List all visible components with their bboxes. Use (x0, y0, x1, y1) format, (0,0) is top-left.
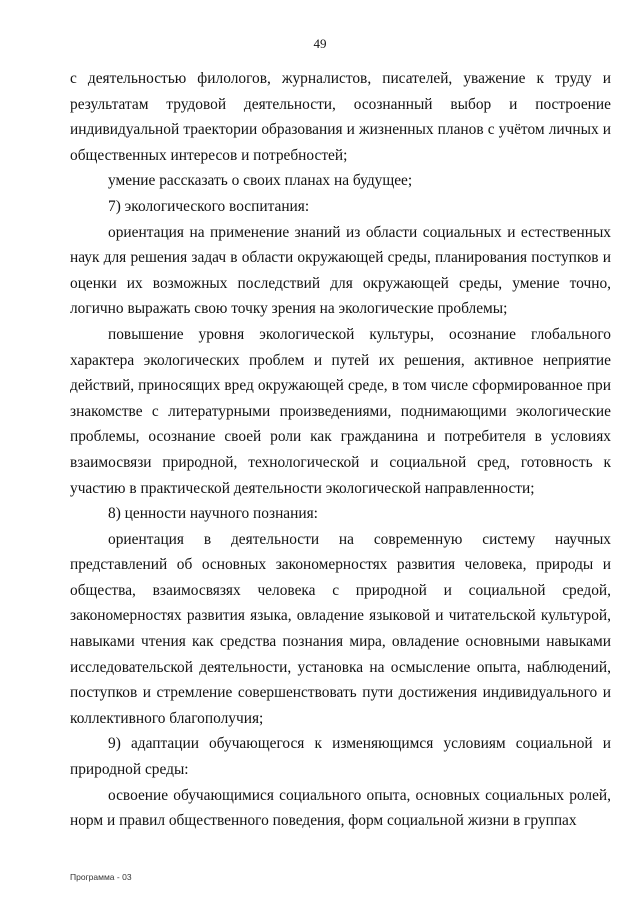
paragraph-continuation: с деятельностью филологов, журналистов, писателей, уважение к труду и результатам трудовой деятельности, осознанный выбор и построение индивидуальной траектории образования и жизненных планов с учётом личных и общественных интересов и потребностей; (70, 70, 611, 164)
section-heading-scientific: 8) ценности научного познания: (108, 505, 318, 523)
document-body (70, 66, 611, 834)
paragraph-ecological-orientation: ориентация на применение знаний из области социальных и естественных наук для решения задач в области окружающей среды, планирования поступков и оценки их возможных последствий для окружающей среды, умение точно, логично выражать свою точку зрения на экологические проблемы; (70, 223, 611, 318)
page-number: 49 (313, 36, 327, 51)
section-heading-ecological: 7) экологического воспитания: (108, 197, 310, 215)
paragraph-social-experience: освоение обучающимися социального опыта, основных социальных ролей, норм и правил общественного поведения, форм социальной жизни в группах (70, 786, 611, 830)
paragraph-scientific-orientation: ориентация в деятельности на современную систему научных представлений об основных закономерностях развития человека, природы и общества, взаимосвязях человека с природной и социальной средой, закономерностях развития языка, овладение языковой и читательской культурой, навыками чтения как средства познания мира, овладение основными навыками исследовательской деятельности, установка на осмысление опыта, наблюдений, поступков и стремление совершенствовать пути достижения индивидуального и коллективного благополучия; (70, 530, 611, 727)
page-footer: Программа - 03 (70, 872, 132, 882)
section-heading-adaptation: 9) адаптации обучающегося к изменяющимся условиям социальной и природной среды: (70, 735, 611, 779)
paragraph-future-plans: умение рассказать о своих планах на будущее; (108, 172, 413, 190)
paragraph-ecological-culture: повышение уровня экологической культуры, осознание глобального характера экологических проблем и путей их решения, активное неприятие действий, приносящих вред окружающей среде, в том числе сформированное при знакомстве с литературными произведениями, поднимающими экологические проблемы, осознание своей роли как гражданина и потребителя в условиях взаимосвязи природной, технологической и социальной сред, готовность к участию в практической деятельности экологической направленности; (70, 325, 611, 497)
